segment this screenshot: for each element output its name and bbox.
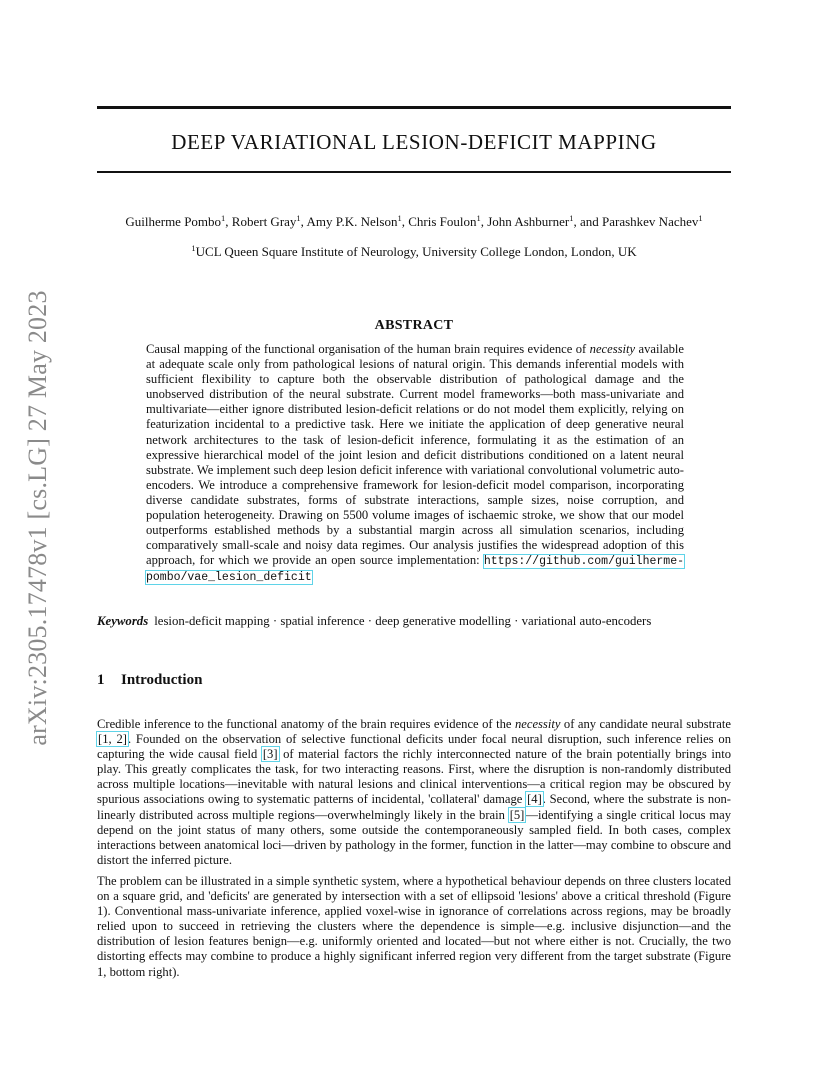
abstract-heading: ABSTRACT xyxy=(374,318,454,333)
author-separator: , xyxy=(300,214,307,229)
author-name: Parashkev Nachev xyxy=(602,214,699,229)
author-name: Amy P.K. Nelson xyxy=(306,214,398,229)
citation-link[interactable]: [3] xyxy=(262,747,278,762)
author-separator: , xyxy=(480,214,488,229)
abstract-text: available at adequate scale only from pathological lesions of natural origin. This demands inferential models with sufficient flexibility to capture both the observable distribution of pathological damage and the unobserved distribution of the neural substrate. Current model frameworks—both mass-univariate and multivariate—either ignore distributed lesion-deficit relations or do not model them explicitly, relying on featurization incidental to a predictive task. Here we initiate the application of deep generative neural network architectures to the task of lesion-deficit inference, formulating it as the estimation of an expressive hierarchical model of the joint lesion and deficit distributions conditioned on a latent neural substrate. We implement such deep lesion deficit inference with variational convolutional volumetric auto-encoders. We introduce a comprehensive framework for lesion-deficit model comparison, incorporating diverse candidate substrates, forms of substrate interactions, sample sizes, noise corruption, and population heterogeneity. Drawing on 5500 volume images of ischaemic stroke, we show that our model outperforms established methods by a substantial margin across all simulation scenarios, including comparatively small-scale and noisy data regimes. Our analysis justifies the widespread adoption of this approach, for which we provide an open source implementation: xyxy=(146,342,684,568)
body-emphasis: necessity xyxy=(514,717,561,731)
code-repository-link[interactable]: https://github.com/guilherme-pombo/vae_lesion_deficit xyxy=(146,555,684,585)
intro-paragraph-1 xyxy=(97,717,731,868)
citation-label[interactable]: 2] xyxy=(116,732,127,747)
author-affil-mark: 1 xyxy=(397,213,402,223)
affiliation xyxy=(97,244,731,260)
section-number: 1 xyxy=(97,672,105,688)
title-rule-top xyxy=(97,106,731,109)
body-text: of material factors the richly interconnected nature of the brain potentially brings into play. This greatly complicates the task, for two interacting reasons. First, where the disruption is non-randomly distributed across multiple locations—inevitable with natural lesions and clinical interventions—a critical region may be obscured by spurious associations owing to systematic patterns of incidental, 'collateral' damage xyxy=(97,747,731,807)
section-title: Introduction xyxy=(121,672,203,688)
author-name: John Ashburner xyxy=(487,214,570,229)
paper-title: DEEP VARIATIONAL LESION-DEFICIT MAPPING xyxy=(171,130,657,154)
affiliation-mark: 1 xyxy=(191,243,196,253)
citation-link[interactable] xyxy=(97,732,128,746)
abstract-emphasis: necessity xyxy=(589,342,636,356)
affiliation-text: UCL Queen Square Institute of Neurology, University College London, London, UK xyxy=(195,244,637,259)
author-affil-mark: 1 xyxy=(698,213,703,223)
intro-paragraph-2: The problem can be illustrated in a simple synthetic system, where a hypothetical behaviour depends on three clusters located on a square grid, and 'deficits' are generated by intersection with a set of ellipsoid 'lesions' above a critical threshold (Figure 1). Conventional mass-univariate inference, applied voxel-wise in ignorance of correlations across regions, may be broadly relied upon to succeed in retrieving the clusters where the dependence is simple—e.g. inclusive disjunction—and the distribution of lesion features benign—e.g. uniformly oriented and located—but not where either is not. Crucially, the two distorting effects may combine to produce a highly significant inferred region very different from the target substrate (Figure 1, bottom right). xyxy=(97,874,731,979)
abstract-text: Causal mapping of the functional organisation of the human brain requires evidence of xyxy=(146,342,590,356)
section-heading-introduction xyxy=(97,672,202,689)
body-text: —identifying a single critical locus may depend on the joint status of many others, some outside the contemporaneously sampled field. In both cases, complex interactions between anatomical loci—driven by pathology in the former, function in the latter—may combine to obscure and distort the inferred picture. xyxy=(97,807,731,867)
author-affil-mark: 1 xyxy=(569,213,574,223)
citation-label[interactable]: [1 xyxy=(98,732,109,747)
arxiv-stamp: arXiv:2305.17478v1 [cs.LG] 27 May 2023 xyxy=(23,290,52,746)
author-separator: , xyxy=(225,214,232,229)
author-separator: , xyxy=(401,214,409,229)
body-text: of any candidate neural substrate xyxy=(560,717,731,731)
citation-separator: , xyxy=(108,732,117,747)
body-text: . Second, where the substrate is non-linearly distributed across multiple regions—overwhelmingly likely in the brain xyxy=(97,792,731,822)
body-text: . Founded on the observation of selective functional deficits under focal neural disruption, such inference relies on capturing the wide causal field xyxy=(97,732,731,762)
author-separator: , and xyxy=(573,214,602,229)
author-name: Guilherme Pombo xyxy=(125,214,222,229)
citation-link[interactable]: [4] xyxy=(527,792,542,807)
body-text: Credible inference to the functional anatomy of the brain requires evidence of the xyxy=(97,717,515,731)
abstract-body xyxy=(146,342,684,586)
author-name: Chris Foulon xyxy=(408,214,477,229)
author-name: Robert Gray xyxy=(231,214,297,229)
author-affil-mark: 1 xyxy=(296,213,301,223)
author-list xyxy=(97,214,731,230)
keywords-label: Keywords xyxy=(97,614,149,628)
author-affil-mark: 1 xyxy=(476,213,481,223)
author-affil-mark: 1 xyxy=(221,213,226,223)
keywords-text: lesion-deficit mapping · spatial inference · deep generative modelling · variational auto-encoders xyxy=(154,614,652,628)
keywords-line xyxy=(97,614,731,629)
citation-link[interactable]: [5] xyxy=(509,807,525,822)
title-rule-bottom xyxy=(97,171,731,173)
